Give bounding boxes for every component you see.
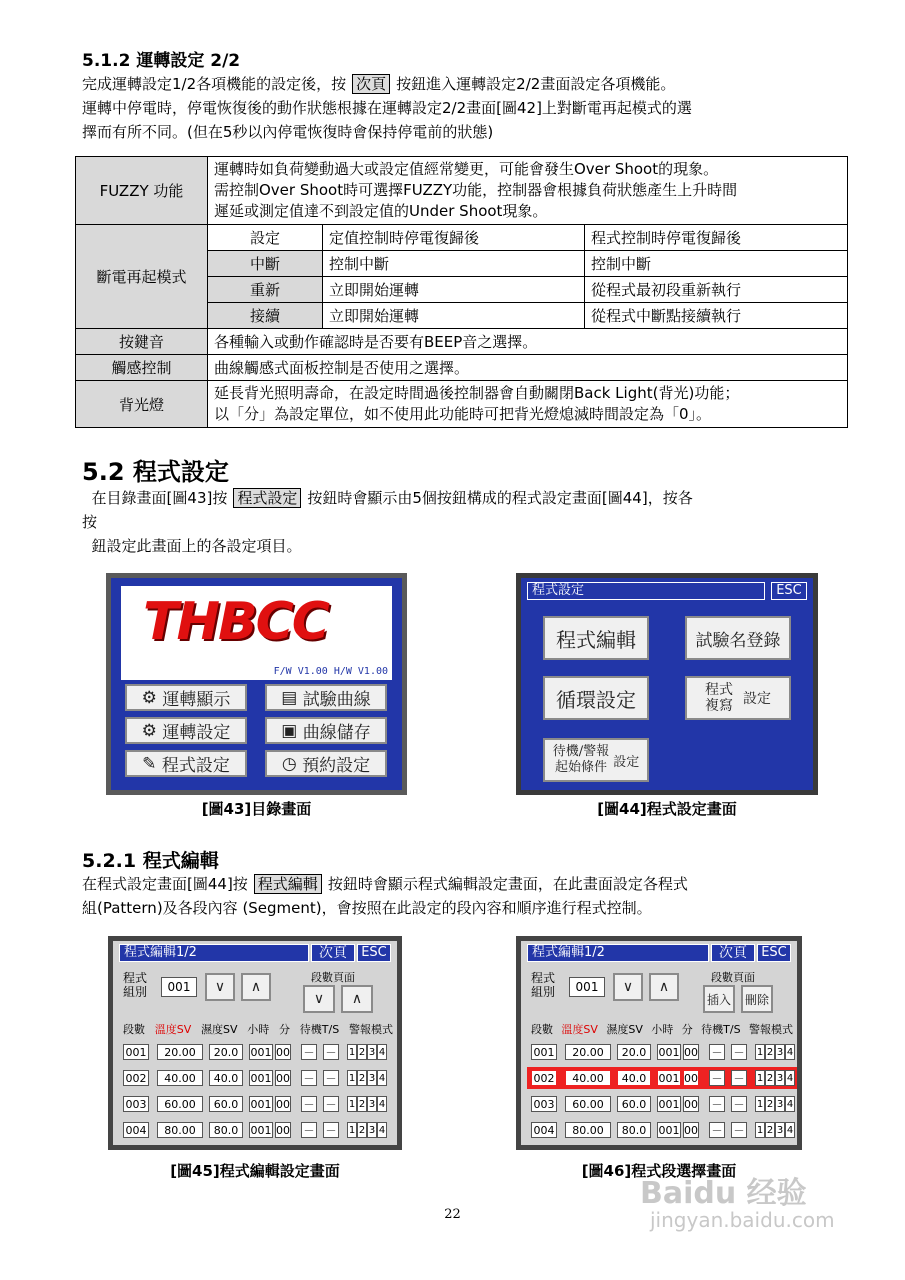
watermark-logo: Baidu 经验 [640, 1176, 807, 1211]
alarm-mode-3[interactable]: 3 [775, 1096, 785, 1112]
watermark-url: jingyan.baidu.com [650, 1208, 835, 1232]
fig46-caption: [圖46]程式段選擇畫面 [581, 1162, 737, 1180]
alarm-mode-3[interactable]: 3 [367, 1044, 377, 1060]
ts-dash[interactable]: － [323, 1044, 339, 1060]
group-up-button[interactable]: ∧ [649, 973, 679, 1001]
group-label: 程式 組別 [123, 971, 148, 999]
table-row[interactable] [527, 1067, 797, 1089]
alarm-mode-1[interactable]: 1 [755, 1122, 765, 1138]
minutes[interactable]: 00 [684, 1124, 698, 1137]
alarm-mode-1[interactable]: 1 [347, 1044, 357, 1060]
humid-sv[interactable]: 20.0 [209, 1044, 243, 1060]
standby-alarm-start-button[interactable]: 待機/警報 起始條件 設定 [543, 738, 649, 782]
pencil-icon: ✎ [142, 753, 162, 774]
segment-number[interactable]: 002 [531, 1070, 557, 1086]
alarm-mode-4[interactable]: 4 [377, 1096, 387, 1112]
segment-number[interactable]: 003 [123, 1096, 149, 1112]
ts-dash[interactable]: － [323, 1070, 339, 1086]
page-number: 22 [444, 1207, 461, 1222]
screen-title: 程式設定 [527, 582, 765, 600]
esc-button[interactable]: ESC [771, 582, 807, 600]
minutes[interactable]: 00 [684, 1072, 698, 1085]
fuzzy-label: FUZZY 功能 [76, 157, 208, 225]
standby-dash[interactable]: － [301, 1044, 317, 1060]
main-menu-screen [106, 573, 407, 795]
version-label: F/W V1.00 H/W V1.00 [121, 666, 392, 680]
next-page-button[interactable]: 次頁 [711, 944, 755, 962]
alarm-mode-4[interactable]: 4 [785, 1070, 795, 1086]
run-setting-button[interactable]: ⚙ 運轉設定 [125, 717, 247, 744]
temp-sv[interactable]: 20.00 [157, 1044, 203, 1060]
hours[interactable]: 001 [250, 1072, 272, 1085]
segment-number[interactable]: 001 [531, 1044, 557, 1060]
delete-button[interactable]: 刪除 [741, 985, 773, 1013]
standby-dash[interactable]: － [709, 1122, 725, 1138]
humid-sv[interactable]: 60.0 [209, 1096, 243, 1112]
hours[interactable]: 001 [658, 1124, 680, 1137]
test-name-register-button[interactable]: 試驗名登錄 [685, 616, 791, 660]
program-edit-button[interactable]: 程式編輯 [543, 616, 649, 660]
standby-dash[interactable]: － [301, 1122, 317, 1138]
alarm-mode-3[interactable]: 3 [367, 1122, 377, 1138]
segment-page-label: 段數頁面 [711, 971, 755, 984]
program-setting-screen [516, 573, 818, 795]
humid-sv[interactable]: 40.0 [617, 1070, 651, 1086]
hours[interactable]: 001 [658, 1098, 680, 1111]
clock-icon: ◷ [281, 753, 303, 774]
minutes[interactable]: 00 [276, 1098, 290, 1111]
temp-sv[interactable]: 40.00 [565, 1070, 611, 1086]
section-heading-512: 5.1.2 運轉設定 2/2 [82, 51, 241, 71]
alarm-mode-2[interactable]: 2 [357, 1122, 367, 1138]
run-display-button[interactable]: ⚙ 運轉顯示 [125, 684, 247, 711]
standby-dash[interactable]: － [301, 1070, 317, 1086]
group-down-button[interactable]: ∨ [205, 973, 235, 1001]
alarm-mode-3[interactable]: 3 [775, 1122, 785, 1138]
alarm-mode-4[interactable]: 4 [785, 1096, 795, 1112]
table-row[interactable] [119, 1041, 397, 1063]
table-row[interactable] [119, 1093, 397, 1115]
hours[interactable]: 001 [250, 1046, 272, 1059]
segment-page-label: 段數頁面 [311, 971, 355, 984]
backlight-label: 背光燈 [76, 381, 208, 428]
segment-number[interactable]: 004 [123, 1122, 149, 1138]
ts-dash[interactable]: － [323, 1122, 339, 1138]
program-edit-screen [108, 936, 402, 1150]
alarm-mode-2[interactable]: 2 [765, 1070, 775, 1086]
alarm-mode-2[interactable]: 2 [357, 1044, 367, 1060]
group-up-button[interactable]: ∧ [241, 973, 271, 1001]
ts-dash[interactable]: － [731, 1096, 747, 1112]
alarm-mode-2[interactable]: 2 [765, 1044, 775, 1060]
hours[interactable]: 001 [250, 1098, 272, 1111]
table-row[interactable] [119, 1067, 397, 1089]
touch-label: 觸感控制 [76, 355, 208, 381]
run-icon: ⚙ [141, 687, 163, 708]
segment-number[interactable]: 004 [531, 1122, 557, 1138]
hours[interactable]: 001 [658, 1046, 680, 1059]
fig43-caption: [圖43]目錄畫面 [201, 800, 312, 818]
standby-dash[interactable]: － [301, 1096, 317, 1112]
ts-dash[interactable]: － [731, 1044, 747, 1060]
segment-select-screen [516, 936, 802, 1150]
standby-dash[interactable]: － [709, 1044, 725, 1060]
alarm-mode-4[interactable]: 4 [377, 1070, 387, 1086]
segment-number[interactable]: 002 [123, 1070, 149, 1086]
fig45-caption: [圖45]程式編輯設定畫面 [170, 1162, 340, 1180]
thbcc-logo: THBCC [143, 592, 328, 652]
ts-dash[interactable]: － [731, 1122, 747, 1138]
hours[interactable]: 001 [250, 1124, 272, 1137]
beep-label: 按鍵音 [76, 329, 208, 355]
humid-sv[interactable]: 80.0 [209, 1122, 243, 1138]
alarm-mode-1[interactable]: 1 [755, 1044, 765, 1060]
segment-page-up[interactable]: ∧ [341, 985, 373, 1013]
segment-number[interactable]: 001 [123, 1044, 149, 1060]
alarm-mode-3[interactable]: 3 [367, 1096, 377, 1112]
esc-button[interactable]: ESC [357, 944, 391, 962]
temp-sv[interactable]: 80.00 [565, 1122, 611, 1138]
program-setting-button[interactable]: ✎ 程式設定 [125, 750, 247, 777]
group-down-button[interactable]: ∨ [613, 973, 643, 1001]
program-copy-setting-button[interactable]: 程式 複寫 設定 [685, 676, 791, 720]
humid-sv[interactable]: 80.0 [617, 1122, 651, 1138]
alarm-mode-2[interactable]: 2 [765, 1096, 775, 1112]
temp-sv[interactable]: 60.00 [157, 1096, 203, 1112]
standby-dash[interactable]: － [709, 1096, 725, 1112]
paragraph-512: 完成運轉設定1/2各項機能的設定後，按 次頁 按鈕進入運轉設定2/2畫面設定各項機能。 運轉中停電時，停電恢復後的動作狀態根據在運轉設定2/2畫面[圖42]上對斷電再起模式的選 擇而有所不同。(但在5秒以內停電恢復時會保持停電前的狀態) [82, 75, 692, 141]
gear-icon: ⚙ [141, 720, 163, 741]
test-curve-button[interactable]: ▤ 試驗曲線 [265, 684, 387, 711]
temp-sv[interactable]: 20.00 [565, 1044, 611, 1060]
temp-sv[interactable]: 60.00 [565, 1096, 611, 1112]
alarm-mode-1[interactable]: 1 [347, 1122, 357, 1138]
restart-mode-label: 斷電再起模式 [76, 225, 208, 329]
alarm-mode-1[interactable]: 1 [755, 1096, 765, 1112]
alarm-mode-1[interactable]: 1 [347, 1096, 357, 1112]
section-heading-52: 5.2 程式設定 [82, 458, 229, 486]
alarm-mode-1[interactable]: 1 [755, 1070, 765, 1086]
cycle-setting-button[interactable]: 循環設定 [543, 676, 649, 720]
minutes[interactable]: 00 [276, 1124, 290, 1137]
section-heading-521: 5.2.1 程式編輯 [82, 850, 219, 872]
paragraph-521: 在程式設定畫面[圖44]按 程式編輯 按鈕時會顯示程式編輯設定畫面，在此畫面設定各程式 組(Pattern)及各段內容 (Segment)，會按照在此設定的段內容和順序進行程式控制。 [82, 875, 688, 917]
edit-title: 程式編輯1/2 [119, 944, 309, 962]
alarm-mode-4[interactable]: 4 [377, 1044, 387, 1060]
edit-title: 程式編輯1/2 [527, 944, 709, 962]
humid-sv[interactable]: 60.0 [617, 1096, 651, 1112]
logo-panel [121, 586, 392, 666]
column-headers: 段數 溫度SV 濕度SV 小時 分 待機T/S 警報模式 [531, 1023, 793, 1036]
group-value[interactable]: 001 [569, 977, 605, 997]
alarm-mode-3[interactable]: 3 [775, 1044, 785, 1060]
settings-table: FUZZY 功能 運轉時如負荷變動過大或設定值經常變更，可能會發生Over Shoot的現象。 需控制Over Shoot時可選擇FUZZY功能，控制器會根據負荷狀態產生上升時間 遲延或測定值達不到設定值的Under Shoot現象。 斷電再起模式 設定 定值控制時停電復歸後 程式控制時停電復歸後 中斷 控制中斷 控制中斷 重新 立即開始運轉 從程式最初段重新執行 接續 立即開始運轉 從程式中斷點接續執行 按鍵音 各種輸入或動作確認時是否要有BEEP音之選擇。 觸感控制 曲線觸感式面板控制是否使用之選擇。 背光燈 延長背光照明壽命，在設定時間過後控制器會自動關閉Back Light(背光)功能； 以「分」為設定單位，如不使用此功能時可把背光燈熄滅時間設定為「0」。 [75, 156, 848, 428]
curve-save-button[interactable]: ▣ 曲線儲存 [265, 717, 387, 744]
table-row[interactable] [527, 1093, 797, 1115]
alarm-mode-1[interactable]: 1 [347, 1070, 357, 1086]
temp-sv[interactable]: 40.00 [157, 1070, 203, 1086]
group-label: 程式 組別 [531, 971, 556, 999]
ts-dash[interactable]: － [323, 1096, 339, 1112]
ts-dash[interactable]: － [731, 1070, 747, 1086]
alarm-mode-4[interactable]: 4 [785, 1122, 795, 1138]
table-row[interactable] [527, 1041, 797, 1063]
alarm-mode-2[interactable]: 2 [357, 1070, 367, 1086]
next-page-key: 次頁 [352, 74, 390, 94]
program-edit-key: 程式編輯 [254, 874, 322, 894]
standby-dash[interactable]: － [709, 1070, 725, 1086]
column-headers: 段數 溫度SV 濕度SV 小時 分 待機T/S 警報模式 [123, 1023, 393, 1036]
alarm-mode-4[interactable]: 4 [377, 1122, 387, 1138]
fuzzy-text: 運轉時如負荷變動過大或設定值經常變更，可能會發生Over Shoot的現象。 需控制Over Shoot時可選擇FUZZY功能，控制器會根據負荷狀態產生上升時間 遲延或測定值達不到設定值的Under Shoot現象。 [208, 157, 848, 225]
alarm-mode-3[interactable]: 3 [775, 1070, 785, 1086]
next-page-button[interactable]: 次頁 [311, 944, 355, 962]
esc-button[interactable]: ESC [757, 944, 791, 962]
insert-button[interactable]: 插入 [703, 985, 735, 1013]
paragraph-52: 在目錄畫面[圖43]按 程式設定 按鈕時會顯示由5個按鈕構成的程式設定畫面[圖44]，按各 按 鈕設定此畫面上的各設定項目。 [82, 489, 693, 555]
reservation-button[interactable]: ◷ 預約設定 [265, 750, 387, 777]
hours[interactable]: 001 [658, 1072, 680, 1085]
humid-sv[interactable]: 40.0 [209, 1070, 243, 1086]
temp-sv[interactable]: 80.00 [157, 1122, 203, 1138]
group-value[interactable]: 001 [161, 977, 197, 997]
alarm-mode-4[interactable]: 4 [785, 1044, 795, 1060]
book-icon: ▤ [281, 687, 303, 708]
humid-sv[interactable]: 20.0 [617, 1044, 651, 1060]
table-row[interactable] [119, 1119, 397, 1141]
minutes[interactable]: 00 [684, 1046, 698, 1059]
alarm-mode-2[interactable]: 2 [765, 1122, 775, 1138]
segment-page-down[interactable]: ∨ [303, 985, 335, 1013]
alarm-mode-3[interactable]: 3 [367, 1070, 377, 1086]
alarm-mode-2[interactable]: 2 [357, 1096, 367, 1112]
minutes[interactable]: 00 [276, 1072, 290, 1085]
segment-number[interactable]: 003 [531, 1096, 557, 1112]
program-setting-key: 程式設定 [233, 488, 301, 508]
fig44-caption: [圖44]程式設定畫面 [597, 800, 737, 818]
disk-icon: ▣ [281, 720, 303, 741]
minutes[interactable]: 00 [276, 1046, 290, 1059]
minutes[interactable]: 00 [684, 1098, 698, 1111]
table-row[interactable] [527, 1119, 797, 1141]
